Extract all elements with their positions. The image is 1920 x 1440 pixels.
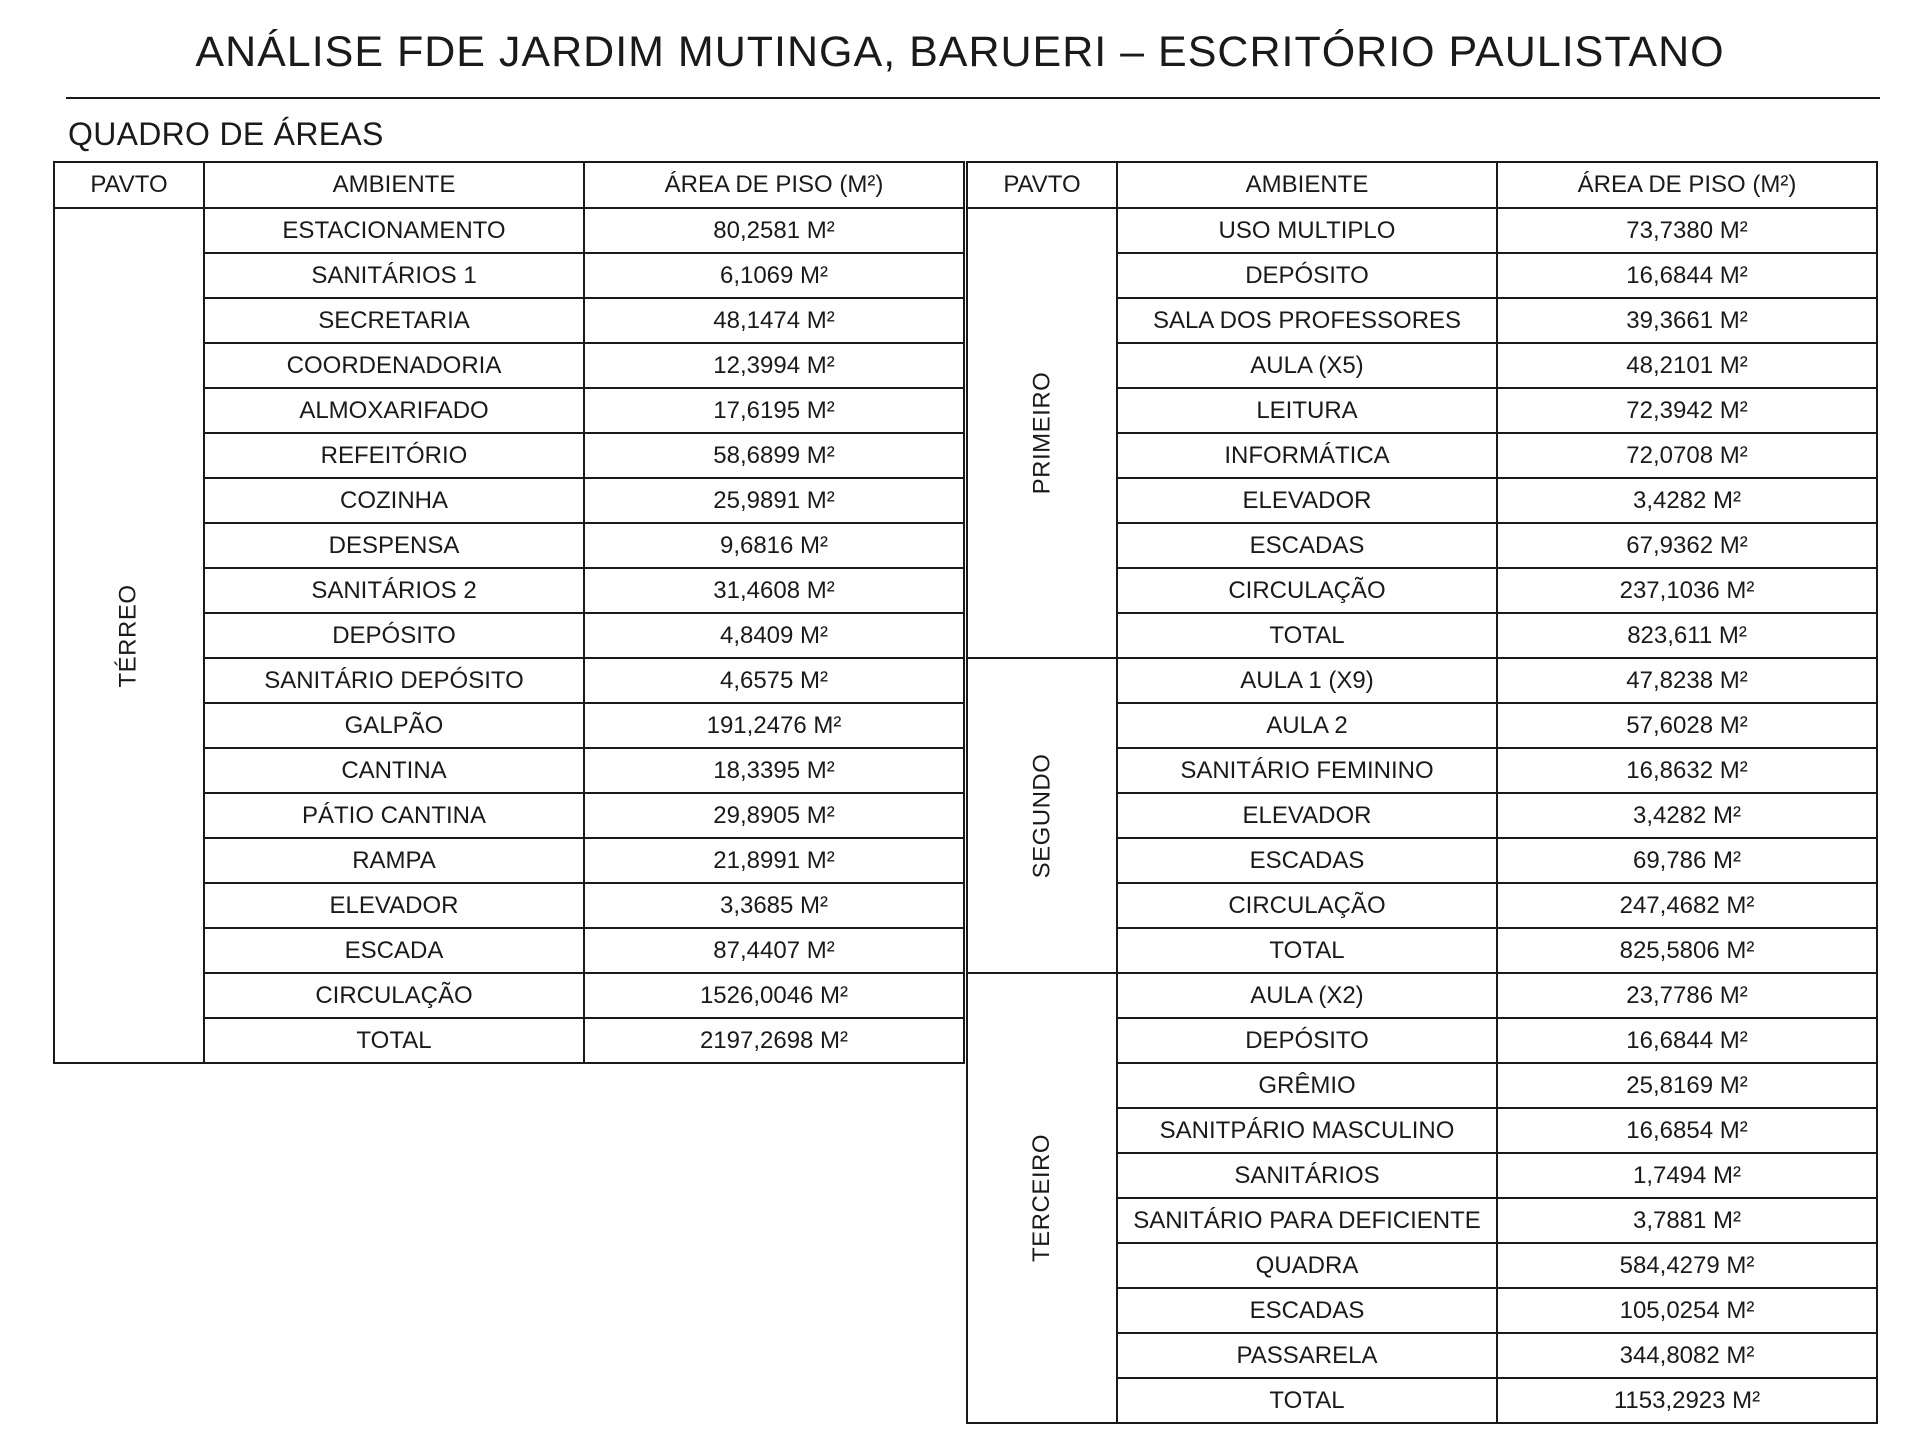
area-cell: 16,6844 M²: [1497, 1018, 1877, 1063]
total-area: 823,611 M²: [1497, 613, 1877, 658]
area-cell: 58,6899 M²: [584, 433, 964, 478]
total-label: TOTAL: [1117, 613, 1497, 658]
area-cell: 48,2101 M²: [1497, 343, 1877, 388]
ambiente-cell: SANITÁRIO DEPÓSITO: [204, 658, 584, 703]
area-cell: 1526,0046 M²: [584, 973, 964, 1018]
table-row: [967, 973, 1877, 1018]
area-cell: 67,9362 M²: [1497, 523, 1877, 568]
area-cell: 3,4282 M²: [1497, 793, 1877, 838]
ambiente-cell: DEPÓSITO: [1117, 253, 1497, 298]
total-label: TOTAL: [204, 1018, 584, 1063]
area-cell: 3,3685 M²: [584, 883, 964, 928]
total-area: 2197,2698 M²: [584, 1018, 964, 1063]
ambiente-cell: DESPENSA: [204, 523, 584, 568]
header-area: ÁREA DE PISO (M²): [1497, 162, 1877, 208]
area-cell: 16,8632 M²: [1497, 748, 1877, 793]
table-row: [54, 208, 964, 253]
area-cell: 87,4407 M²: [584, 928, 964, 973]
ambiente-cell: CIRCULAÇÃO: [1117, 883, 1497, 928]
document-title: ANÁLISE FDE JARDIM MUTINGA, BARUERI – ESCRITÓRIO PAULISTANO: [195, 28, 1725, 76]
table-header-row: [54, 162, 964, 208]
area-cell: 12,3994 M²: [584, 343, 964, 388]
ambiente-cell: GRÊMIO: [1117, 1063, 1497, 1108]
ambiente-cell: DEPÓSITO: [1117, 1018, 1497, 1063]
ambiente-cell: PÁTIO CANTINA: [204, 793, 584, 838]
floor-label: SEGUNDO: [1027, 753, 1055, 878]
ambiente-cell: SANITÁRIOS 1: [204, 253, 584, 298]
area-cell: 29,8905 M²: [584, 793, 964, 838]
area-cell: 1,7494 M²: [1497, 1153, 1877, 1198]
area-table-left: [53, 161, 965, 1064]
title-divider: [66, 97, 1880, 99]
section-title: QUADRO DE ÁREAS: [68, 116, 384, 152]
header-ambiente: AMBIENTE: [204, 162, 584, 208]
ambiente-cell: AULA (X2): [1117, 973, 1497, 1018]
area-cell: 57,6028 M²: [1497, 703, 1877, 748]
area-cell: 39,3661 M²: [1497, 298, 1877, 343]
area-cell: 16,6844 M²: [1497, 253, 1877, 298]
ambiente-cell: GALPÃO: [204, 703, 584, 748]
ambiente-cell: AULA 1 (X9): [1117, 658, 1497, 703]
area-cell: 48,1474 M²: [584, 298, 964, 343]
ambiente-cell: COORDENADORIA: [204, 343, 584, 388]
header-ambiente: AMBIENTE: [1117, 162, 1497, 208]
ambiente-cell: ESCADAS: [1117, 838, 1497, 883]
ambiente-cell: DEPÓSITO: [204, 613, 584, 658]
ambiente-cell: USO MULTIPLO: [1117, 208, 1497, 253]
area-cell: 584,4279 M²: [1497, 1243, 1877, 1288]
ambiente-cell: ESTACIONAMENTO: [204, 208, 584, 253]
ambiente-cell: ELEVADOR: [1117, 793, 1497, 838]
ambiente-cell: SANITÁRIO FEMININO: [1117, 748, 1497, 793]
area-cell: 6,1069 M²: [584, 253, 964, 298]
ambiente-cell: ELEVADOR: [1117, 478, 1497, 523]
floor-label: TERCEIRO: [1027, 1133, 1055, 1263]
header-area: ÁREA DE PISO (M²): [584, 162, 964, 208]
area-cell: 47,8238 M²: [1497, 658, 1877, 703]
area-cell: 344,8082 M²: [1497, 1333, 1877, 1378]
area-cell: 72,0708 M²: [1497, 433, 1877, 478]
header-pavto: PAVTO: [967, 162, 1117, 208]
ambiente-cell: RAMPA: [204, 838, 584, 883]
ambiente-cell: ESCADAS: [1117, 1288, 1497, 1333]
total-label: TOTAL: [1117, 928, 1497, 973]
ambiente-cell: REFEITÓRIO: [204, 433, 584, 478]
floor-label: PRIMEIRO: [1028, 371, 1055, 495]
area-cell: 31,4608 M²: [584, 568, 964, 613]
total-area: 825,5806 M²: [1497, 928, 1877, 973]
ambiente-cell: ALMOXARIFADO: [204, 388, 584, 433]
area-cell: 191,2476 M²: [584, 703, 964, 748]
area-cell: 16,6854 M²: [1497, 1108, 1877, 1153]
area-cell: 72,3942 M²: [1497, 388, 1877, 433]
area-cell: 9,6816 M²: [584, 523, 964, 568]
ambiente-cell: AULA 2: [1117, 703, 1497, 748]
ambiente-cell: SANITPÁRIO MASCULINO: [1117, 1108, 1497, 1153]
area-cell: 17,6195 M²: [584, 388, 964, 433]
area-cell: 105,0254 M²: [1497, 1288, 1877, 1333]
total-label: TOTAL: [1117, 1378, 1497, 1423]
total-area: 1153,2923 M²: [1497, 1378, 1877, 1423]
ambiente-cell: SECRETARIA: [204, 298, 584, 343]
ambiente-cell: COZINHA: [204, 478, 584, 523]
area-cell: 80,2581 M²: [584, 208, 964, 253]
floor-label: TÉRREO: [114, 583, 142, 688]
area-cell: 4,8409 M²: [584, 613, 964, 658]
area-cell: 247,4682 M²: [1497, 883, 1877, 928]
ambiente-cell: SANITÁRIOS: [1117, 1153, 1497, 1198]
area-cell: 21,8991 M²: [584, 838, 964, 883]
ambiente-cell: LEITURA: [1117, 388, 1497, 433]
ambiente-cell: QUADRA: [1117, 1243, 1497, 1288]
ambiente-cell: CANTINA: [204, 748, 584, 793]
area-cell: 4,6575 M²: [584, 658, 964, 703]
floor-label-cell: [967, 658, 1117, 973]
ambiente-cell: SANITÁRIOS 2: [204, 568, 584, 613]
area-cell: 18,3395 M²: [584, 748, 964, 793]
header-pavto: PAVTO: [54, 162, 204, 208]
ambiente-cell: INFORMÁTICA: [1117, 433, 1497, 478]
floor-label-cell: [54, 208, 204, 1063]
area-cell: 23,7786 M²: [1497, 973, 1877, 1018]
area-cell: 237,1036 M²: [1497, 568, 1877, 613]
ambiente-cell: SALA DOS PROFESSORES: [1117, 298, 1497, 343]
ambiente-cell: CIRCULAÇÃO: [1117, 568, 1497, 613]
area-cell: 3,7881 M²: [1497, 1198, 1877, 1243]
ambiente-cell: AULA (X5): [1117, 343, 1497, 388]
ambiente-cell: CIRCULAÇÃO: [204, 973, 584, 1018]
area-cell: 69,786 M²: [1497, 838, 1877, 883]
ambiente-cell: SANITÁRIO PARA DEFICIENTE: [1117, 1198, 1497, 1243]
area-cell: 73,7380 M²: [1497, 208, 1877, 253]
ambiente-cell: PASSARELA: [1117, 1333, 1497, 1378]
table-row: [967, 658, 1877, 703]
ambiente-cell: ELEVADOR: [204, 883, 584, 928]
floor-label-cell: [967, 208, 1117, 658]
area-cell: 25,8169 M²: [1497, 1063, 1877, 1108]
floor-label-cell: [967, 973, 1117, 1423]
ambiente-cell: ESCADAS: [1117, 523, 1497, 568]
ambiente-cell: ESCADA: [204, 928, 584, 973]
table-row: [967, 208, 1877, 253]
area-cell: 3,4282 M²: [1497, 478, 1877, 523]
table-header-row: [967, 162, 1877, 208]
area-table-right: [966, 161, 1878, 1424]
area-cell: 25,9891 M²: [584, 478, 964, 523]
